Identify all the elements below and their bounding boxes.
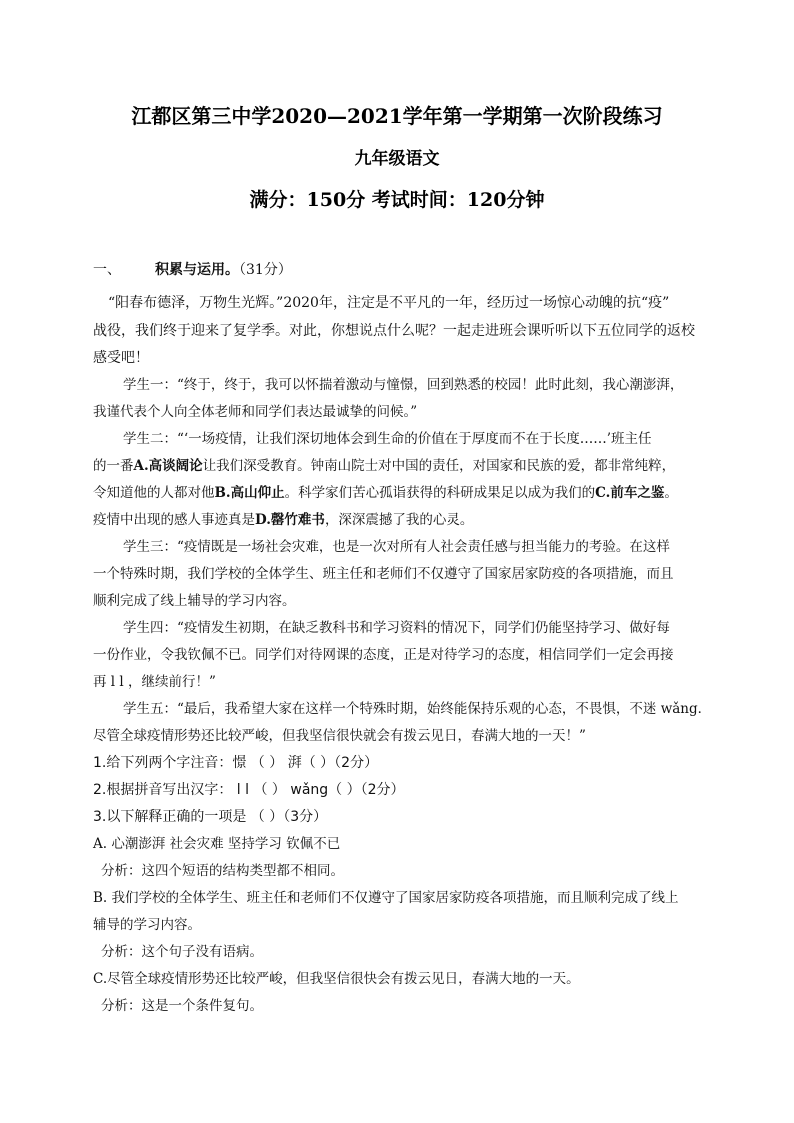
subject-title: 九年级语文 [354, 149, 440, 169]
student2-text: 令知道他的人都对他 [93, 485, 215, 501]
student2-line-4 [93, 511, 713, 529]
student3-line-1: 学生三：“疫情既是一场社会灾难，也是一次对所有人社会责任感与担当能力的考验。在这样 [123, 539, 670, 555]
student1-line-1: 学生一：“终于，终于，我可以怀揣着激动与憧憬，回到熟悉的校园！此时此刻，我心潮澎湃， [123, 377, 684, 393]
option-b-line-1: B. 我们学校的全体学生、班主任和老师们不仅遵守了国家居家防疫各项措施，而且顺利完成了线上 [93, 890, 679, 906]
student3-line-3: 顺利完成了线上辅导的学习内容。 [93, 593, 296, 609]
student5-line-2: 尽管全球疫情形势还比较严峻，但我坚信很快就会有拨云见日，春满大地的一天！” [93, 728, 586, 744]
student2-text: 。 [664, 485, 678, 501]
section-number: 一、 [93, 262, 121, 278]
option-a: A. 心潮澎湃 社会灾难 坚持学习 钦佩不已 [93, 836, 341, 852]
question-1: 1.给下列两个字注音：憬 （ ） 湃（ ）（2分） [93, 755, 379, 771]
school-title: 江都区第三中学2020—2021学年第一学期第一次阶段练习 [131, 104, 663, 128]
intro-line-1: “阳春布德泽，万物生光辉。”2020年，注定是不平凡的一年，经历过一场惊心动魄的抗“疫” [108, 295, 670, 311]
student2-text: 的一番 [93, 458, 134, 474]
intro-line-3: 感受吧！ [93, 350, 149, 366]
student2-text: 疫情中出现的感人事迹真是 [93, 512, 255, 528]
option-b-line-2: 辅导的学习内容。 [93, 917, 201, 933]
section-1-heading [93, 261, 713, 279]
student2-text: 让我们深受教育。钟南山院士对中国的责任，对国家和民族的爱，都非常纯粹， [202, 458, 676, 474]
option-d-idiom: D.罄竹难书 [255, 512, 325, 528]
student2-line-3 [93, 484, 713, 502]
question-3: 3.以下解释正确的一项是 （ ）（3分） [93, 809, 328, 825]
student4-line-1: 学生四：“疫情发生初期，在缺乏教科书和学习资料的情况下，同学们仍能坚持学习、做好每 [123, 620, 670, 636]
option-b-idiom: B.高山仰止 [214, 485, 285, 501]
student3-line-2: 一个特殊时期，我们学校的全体学生、班主任和老师们不仅遵守了国家居家防疫的各项措施，而且 [93, 566, 674, 582]
intro-line-2: 战役，我们终于迎来了复学季。对此，你想说点什么呢？一起走进班会课听听以下五位同学的返校 [93, 323, 695, 339]
student2-text: ，深深震撼了我的心灵。 [324, 512, 474, 528]
exam-info: 满分：150分 考试时间：120分钟 [249, 189, 545, 211]
option-a-idiom: A.高谈阔论 [133, 458, 203, 474]
student1-line-2: 我谨代表个人向全体老师和同学们表达最诚挚的问候。” [93, 404, 418, 420]
option-c: C.尽管全球疫情形势还比较严峻，但我坚信很快会有拨云见日，春满大地的一天。 [93, 971, 580, 987]
student2-line-2 [93, 457, 713, 475]
student4-line-3: 再 l l ，继续前行！” [93, 674, 216, 690]
section-score: （31分） [239, 262, 292, 278]
student5-line-1: 学生五：“最后，我希望大家在这样一个特殊时期，始终能保持乐观的心态，不畏惧，不迷 wǎng． [123, 701, 712, 717]
option-c-idiom: C.前车之鉴 [595, 485, 665, 501]
student4-line-2: 一份作业，令我钦佩不已。同学们对待网课的态度，正是对待学习的态度，相信同学们一定会再接 [93, 647, 674, 663]
analysis-a: 分析：这四个短语的结构类型都不相同。 [101, 863, 344, 879]
student2-text: 。科学家们苦心孤诣获得的科研成果足以成为我们的 [284, 485, 596, 501]
analysis-b: 分析：这个句子没有语病。 [101, 944, 263, 960]
analysis-c: 分析：这是一个条件复句。 [101, 998, 263, 1014]
question-2: 2.根据拼音写出汉字： l l （ ） wǎng（ ）（2分） [93, 782, 405, 798]
student2-line-1: 学生二：“‘一场疫情，让我们深切地体会到生命的价值在于厚度而不在于长度……’班主任 [123, 431, 652, 447]
section-heading-text: 积累与运用。 [155, 262, 239, 278]
